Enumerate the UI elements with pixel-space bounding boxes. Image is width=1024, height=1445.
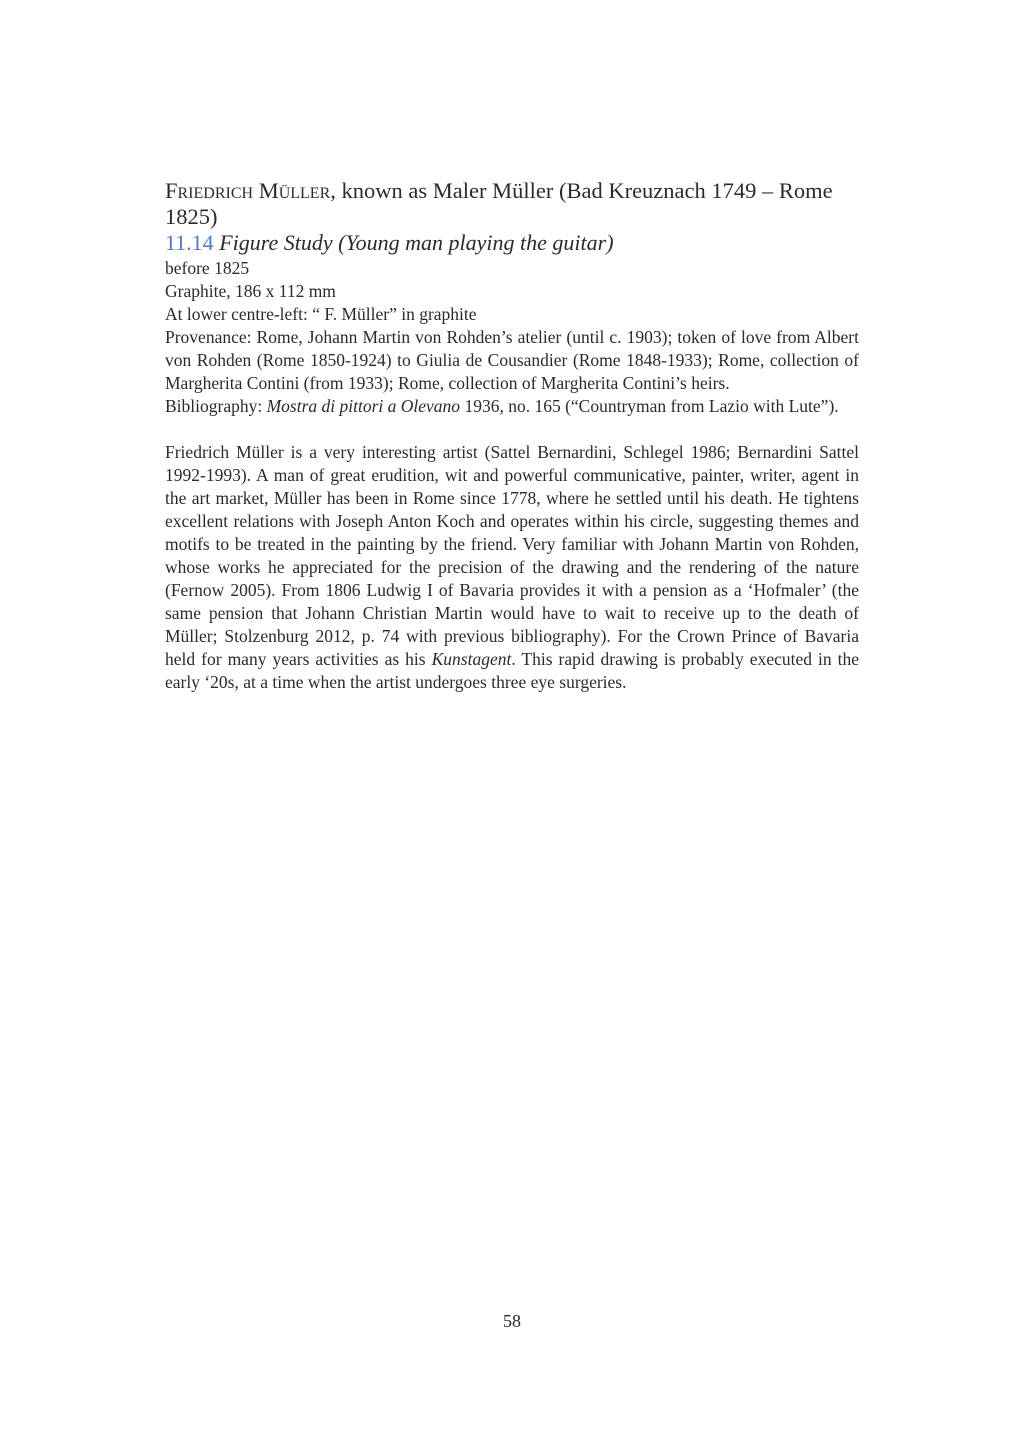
bibliography-label: Bibliography:	[165, 396, 267, 416]
document-page	[165, 178, 859, 694]
work-inscription: At lower centre-left: “ F. Müller” in graphite	[165, 304, 477, 324]
artist-heading	[165, 178, 859, 230]
page-number: 58	[503, 1311, 521, 1331]
artist-first-name: Friedrich	[165, 178, 254, 203]
catalogue-number: 11.14	[165, 230, 214, 255]
essay-text-end: . This rapid drawing is probably executed in the early ‘20s, at a time when the artist undergoes three eye surgeries.	[165, 649, 860, 692]
work-date: before 1825	[165, 258, 250, 278]
essay-text-start: Friedrich Müller is a very interesting artist (Sattel Bernardini, Schlegel 1986; Bernardini Sattel 1992-1993). A man of great erudition, wit and powerful communicative, painter, writer, agent in the art market, Müller has been in Rome since 1778, where he settled until his death. He tightens excellent relations with Joseph Anton Koch and operates within his circle, suggesting themes and motifs to be treated in the painting by the friend. Very familiar with Johann Martin von Rohden, whose works he appreciated for the precision of the drawing and the rendering of the nature (Fernow 2005). From 1806 Ludwig I of Bavaria provides it with a pension as a ‘Hofmaler’ (the same pension that Johann Christian Martin would have to wait to receive up to the death of Müller; Stolzenburg 2012, p. 74 with previous bibliography). For the Crown Prince of Bavaria held for many years activities as his	[165, 442, 859, 669]
essay-paragraph	[165, 441, 859, 694]
catalogue-entry-title	[165, 230, 859, 256]
work-title: Figure Study (Young man playing the guitar)	[219, 230, 614, 255]
work-medium: Graphite, 186 x 112 mm	[165, 281, 336, 301]
work-provenance: Provenance: Rome, Johann Martin von Rohden’s atelier (until c. 1903); token of love from Albert von Rohden (Rome 1850-1924) to Giulia de Cousandier (Rome 1848-1933); Rome, collection of Margherita Contini (from 1933); Rome, collection of Margherita Contini’s heirs.	[165, 327, 859, 393]
bibliography-details: 1936, no. 165 (“Countryman from Lazio with Lute”).	[460, 396, 839, 416]
work-bibliography	[165, 395, 859, 418]
essay-italic-term: Kunstagent	[431, 649, 512, 669]
artist-last-name: Müller	[258, 178, 331, 203]
artist-details: , known as Maler Müller (Bad Kreuznach 1749 – Rome 1825)	[165, 178, 833, 229]
bibliography-title: Mostra di pittori a Olevano	[266, 396, 461, 416]
